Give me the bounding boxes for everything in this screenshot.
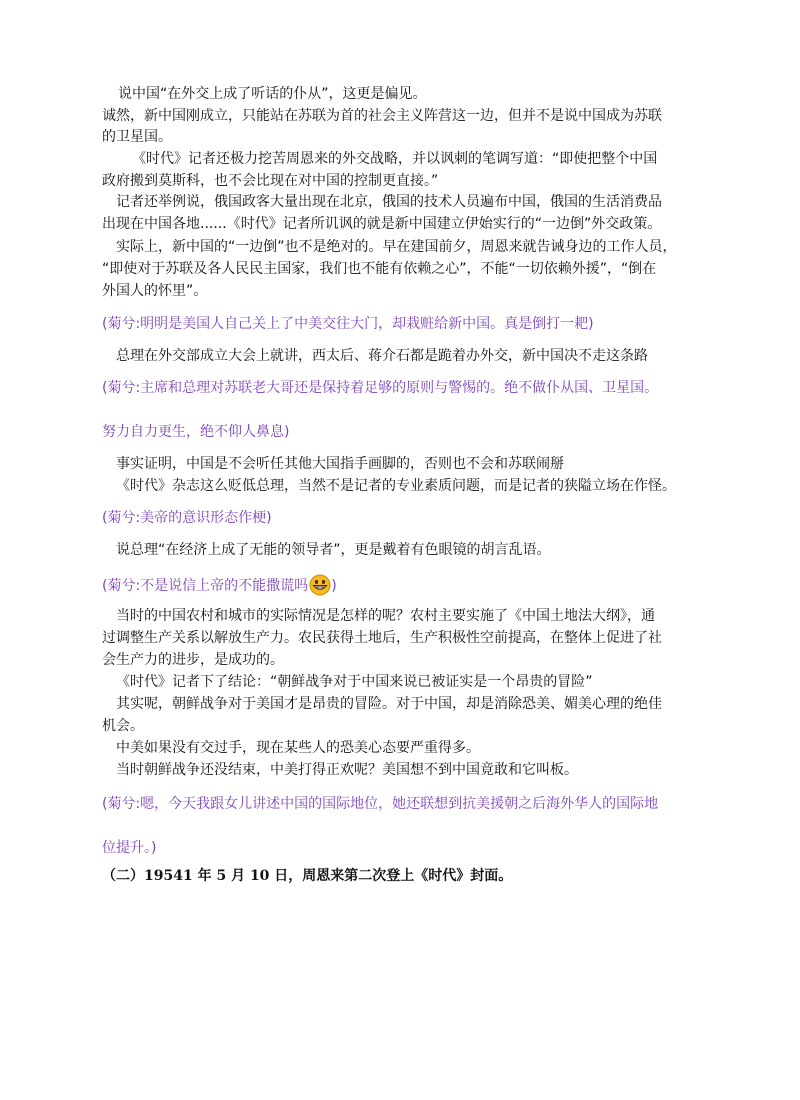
paragraph-line: 说中国“在外交上成了听话的仆从”，这更是偏见。 <box>118 86 427 102</box>
paragraph-line: 说总理“在经济上成了无能的领导者”，更是戴着有色眼镜的胡言乱语。 <box>116 542 551 558</box>
paragraph-line: 中美如果没有交过手，现在某些人的恐美心态要严重得多。 <box>116 740 480 756</box>
paragraph-line: 总理在外交部成立大会上就讲，西太后、蒋介石都是跪着办外交，新中国决不走这条路 <box>116 348 648 364</box>
commentary-note: (菊兮:嗯，今天我跟女儿讲述中国的国际地位，她还联想到抗美援朝之后海外华人的国际地 <box>102 796 659 812</box>
paragraph-line: “即使对于苏联及各人民民主国家，我们也不能有依赖之心”，不能“一切依赖外援”，“倒在 <box>102 261 657 277</box>
commentary-note-close: ) <box>331 578 337 594</box>
grinning-emoticon-icon <box>309 574 331 596</box>
paragraph-line: 实际上，新中国的“一边倒”也不是绝对的。早在建国前夕，周恩来就告诫身边的工作人员， <box>116 239 677 255</box>
paragraph-line: 记者还举例说，俄国政客大量出现在北京，俄国的技术人员遍布中国，俄国的生活消费品 <box>116 194 662 210</box>
commentary-note-with-emoticon <box>102 574 337 596</box>
paragraph-line: 《时代》记者下了结论：“朝鲜战争对于中国来说已被证实是一个昂贵的冒险” <box>116 674 593 690</box>
commentary-note: (菊兮:美帝的意识形态作梗) <box>102 510 272 526</box>
paragraph-line: 过调整生产关系以解放生产力。农民获得土地后，生产积极性空前提高，在整体上促进了社 <box>102 630 662 646</box>
commentary-note: (菊兮:明明是美国人自己关上了中美交往大门，却栽赃给新中国。真是倒打一耙) <box>102 316 594 332</box>
paragraph-line: 其实呢，朝鲜战争对于美国才是昂贵的冒险。对于中国，却是消除恐美、媚美心理的绝佳 <box>116 696 662 712</box>
paragraph-line: 当时朝鲜战争还没结束，中美打得正欢呢？美国想不到中国竟敢和它叫板。 <box>116 762 578 778</box>
paragraph-line: 会生产力的进步，是成功的。 <box>102 652 284 668</box>
paragraph-line: 当时的中国农村和城市的实际情况是怎样的呢？农村主要实施了《中国土地法大纲》，通 <box>116 608 655 624</box>
paragraph-line: 诚然，新中国刚成立，只能站在苏联为首的社会主义阵营这一边，但并不是说中国成为苏联 <box>102 108 662 124</box>
paragraph-line: 出现在中国各地......《时代》记者所讥讽的就是新中国建立伊始实行的“一边倒”外交政策。 <box>102 216 662 232</box>
section-heading: （二）19541 年 5 月 10 日，周恩来第二次登上《时代》封面。 <box>102 868 513 884</box>
paragraph-line: 政府搬到莫斯科，也不会比现在对中国的控制更直接。” <box>102 173 439 189</box>
paragraph-line: 机会。 <box>102 718 144 734</box>
commentary-note: (菊兮:主席和总理对苏联老大哥还是保持着足够的原则与警惕的。绝不做仆从国、卫星国。 <box>102 380 659 396</box>
paragraph-line: 《时代》杂志这么贬低总理，当然不是记者的专业素质问题，而是记者的狭隘立场在作怪。 <box>116 478 676 494</box>
paragraph-line: 《时代》记者还极力挖苦周恩来的外交战略，并以讽刺的笔调写道：“即使把整个中国 <box>132 151 658 167</box>
paragraph-line: 外国人的怀里”。 <box>102 283 208 299</box>
commentary-note: 位提升。) <box>102 840 157 856</box>
commentary-note-text: (菊兮:不是说信上帝的不能撒谎吗 <box>102 578 309 594</box>
paragraph-line: 的卫星国。 <box>102 129 172 145</box>
paragraph-line: 事实证明，中国是不会听任其他大国指手画脚的，否则也不会和苏联闹掰 <box>116 456 564 472</box>
commentary-note: 努力自力更生，绝不仰人鼻息) <box>102 424 290 440</box>
